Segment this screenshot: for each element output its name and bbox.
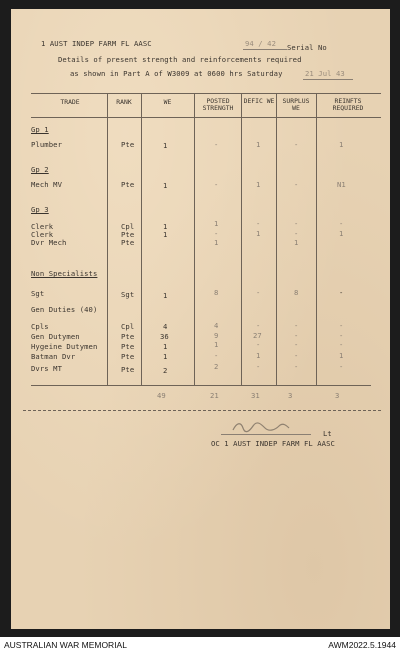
row-dvrsmt-reinfts: - — [339, 362, 344, 371]
totals-rule — [23, 410, 381, 411]
row-hygiene-rank: Pte — [121, 342, 135, 351]
row-mechmv-posted: - — [214, 180, 219, 189]
col-divider-posted — [194, 93, 195, 385]
row-gendutymen-reinfts: - — [339, 331, 344, 340]
group-heading-gp3: Gp 3 — [31, 205, 49, 214]
row-cpls-reinfts: - — [339, 321, 344, 330]
row-dvrsmt-posted: 2 — [214, 362, 219, 371]
row-cpls-posted: 4 — [214, 321, 219, 330]
row-dvrmech-rank: Pte — [121, 238, 135, 247]
row-gendutymen-we: 36 — [160, 332, 169, 341]
unit-line: 1 AUST INDEP FARM FL AASC — [41, 39, 152, 48]
row-sgt-trade: Sgt — [31, 289, 45, 298]
row-hygiene-trade: Hygeine Dutymen — [31, 342, 98, 351]
row-batman-rank: Pte — [121, 352, 135, 361]
row-plumber-posted: - — [214, 140, 219, 149]
row-dvrmech-posted: 1 — [214, 238, 219, 247]
row-clerk-pte-posted: - — [214, 229, 219, 238]
row-dvrmech-surplus: 1 — [294, 238, 299, 247]
row-sgt-surplus: 8 — [294, 288, 299, 297]
col-divider-defic — [241, 93, 242, 385]
row-dvrsmt-rank: Pte — [121, 365, 135, 374]
row-cpls-defic: - — [256, 321, 261, 330]
table-bottom-rule — [31, 385, 371, 386]
group-heading-gp1: Gp 1 — [31, 125, 49, 134]
row-gendutymen-posted: 9 — [214, 331, 219, 340]
row-batman-we: 1 — [163, 352, 168, 361]
table-header-rule — [31, 117, 381, 118]
row-plumber-rank: Pte — [121, 140, 135, 149]
total-surplus: 3 — [288, 391, 293, 400]
col-header-surplus: SURPLUS WE — [282, 97, 310, 112]
col-divider-rank — [107, 93, 108, 385]
row-sgt-defic: - — [256, 288, 261, 297]
row-dvrmech-trade: Dvr Mech — [31, 238, 67, 247]
row-mechmv-rank: Pte — [121, 180, 135, 189]
total-posted: 21 — [210, 391, 219, 400]
total-defic: 31 — [251, 391, 260, 400]
archive-name: AUSTRALIAN WAR MEMORIAL — [4, 640, 127, 650]
row-mechmv-reinfts: N1 — [337, 180, 346, 189]
row-hygiene-surplus: - — [294, 340, 299, 349]
row-hygiene-reinfts: - — [339, 340, 344, 349]
accession-number: AWM2022.5.1944 — [328, 640, 396, 650]
signature-line — [221, 434, 311, 435]
row-batman-posted: - — [214, 351, 219, 360]
row-cpls-trade: Cpls — [31, 322, 49, 331]
document-page — [11, 9, 390, 629]
row-dvrsmt-surplus: - — [294, 362, 299, 371]
archive-footer — [0, 637, 400, 653]
row-plumber-reinfts: 1 — [339, 140, 344, 149]
row-gendutymen-trade: Gen Dutymen — [31, 332, 80, 341]
row-sgt-rank: Sgt — [121, 290, 135, 299]
row-sgt-posted: 8 — [214, 288, 219, 297]
row-genduties-trade: Gen Duties (40) — [31, 305, 98, 314]
row-gendutymen-defic: 27 — [253, 331, 262, 340]
description-line-1: Details of present strength and reinforcements required — [58, 55, 302, 64]
description-line-2: as shown in Part A of W3009 at 0600 hrs Saturday — [70, 69, 283, 78]
report-date: 21 Jul 43 — [305, 69, 345, 78]
col-header-reinfts: REINFTS REQUIRED — [332, 97, 364, 112]
row-clerk-cpl-rank: Cpl — [121, 222, 135, 231]
date-underline — [303, 79, 353, 80]
row-clerk-cpl-surplus: - — [294, 219, 299, 228]
row-sgt-we: 1 — [163, 291, 168, 300]
row-clerk-pte-rank: Pte — [121, 230, 135, 239]
col-header-rank: RANK — [116, 98, 132, 106]
row-clerk-cpl-posted: 1 — [214, 219, 219, 228]
row-dvrsmt-defic: - — [256, 362, 261, 371]
row-plumber-surplus: - — [294, 140, 299, 149]
row-cpls-surplus: - — [294, 321, 299, 330]
serial-label: Serial No — [287, 43, 327, 52]
row-clerk-pte-trade: Clerk — [31, 230, 54, 239]
table-top-rule — [31, 93, 381, 94]
row-gendutymen-rank: Pte — [121, 332, 135, 341]
row-clerk-pte-we: 1 — [163, 230, 168, 239]
group-heading-gp2: Gp 2 — [31, 165, 49, 174]
total-reinfts: 3 — [335, 391, 340, 400]
row-batman-reinfts: 1 — [339, 351, 344, 360]
row-clerk-cpl-trade: Clerk — [31, 222, 54, 231]
signature-rank: Lt — [323, 429, 332, 438]
signature-title: OC 1 AUST INDEP FARM FL AASC — [211, 439, 335, 448]
row-plumber-we: 1 — [163, 141, 168, 150]
col-header-trade: TRADE — [60, 98, 80, 106]
handwritten-signature-icon — [231, 420, 291, 434]
row-cpls-rank: Cpl — [121, 322, 135, 331]
row-cpls-we: 4 — [163, 322, 168, 331]
row-clerk-cpl-reinfts: - — [339, 219, 344, 228]
group-heading-nonspec: Non Specialists — [31, 269, 98, 278]
col-header-we: WE — [163, 98, 172, 106]
row-mechmv-surplus: - — [294, 180, 299, 189]
col-divider-surplus — [276, 93, 277, 385]
row-dvrsmt-we: 2 — [163, 366, 168, 375]
total-we: 49 — [157, 391, 166, 400]
row-hygiene-defic: - — [256, 340, 261, 349]
col-divider-we — [141, 93, 142, 385]
row-batman-surplus: - — [294, 351, 299, 360]
row-mechmv-we: 1 — [163, 181, 168, 190]
unit-reference: 94 / 42 — [245, 39, 276, 48]
ref-underline — [243, 49, 287, 50]
row-mechmv-defic: 1 — [256, 180, 261, 189]
row-clerk-pte-reinfts: 1 — [339, 229, 344, 238]
row-sgt-reinfts: - — [339, 288, 344, 297]
row-clerk-cpl-we: 1 — [163, 222, 168, 231]
col-header-posted: POSTED STRENGTH — [202, 97, 234, 112]
col-divider-reinfts — [316, 93, 317, 385]
row-plumber-trade: Plumber — [31, 140, 62, 149]
row-gendutymen-surplus: - — [294, 331, 299, 340]
row-batman-defic: 1 — [256, 351, 261, 360]
row-clerk-pte-defic: 1 — [256, 229, 261, 238]
row-clerk-pte-surplus: - — [294, 229, 299, 238]
row-batman-trade: Batman Dvr — [31, 352, 76, 361]
row-hygiene-we: 1 — [163, 342, 168, 351]
row-plumber-defic: 1 — [256, 140, 261, 149]
row-clerk-cpl-defic: - — [256, 219, 261, 228]
row-hygiene-posted: 1 — [214, 340, 219, 349]
row-mechmv-trade: Mech MV — [31, 180, 62, 189]
row-dvrsmt-trade: Dvrs MT — [31, 364, 62, 373]
col-header-defic: DEFIC WE — [243, 97, 275, 105]
